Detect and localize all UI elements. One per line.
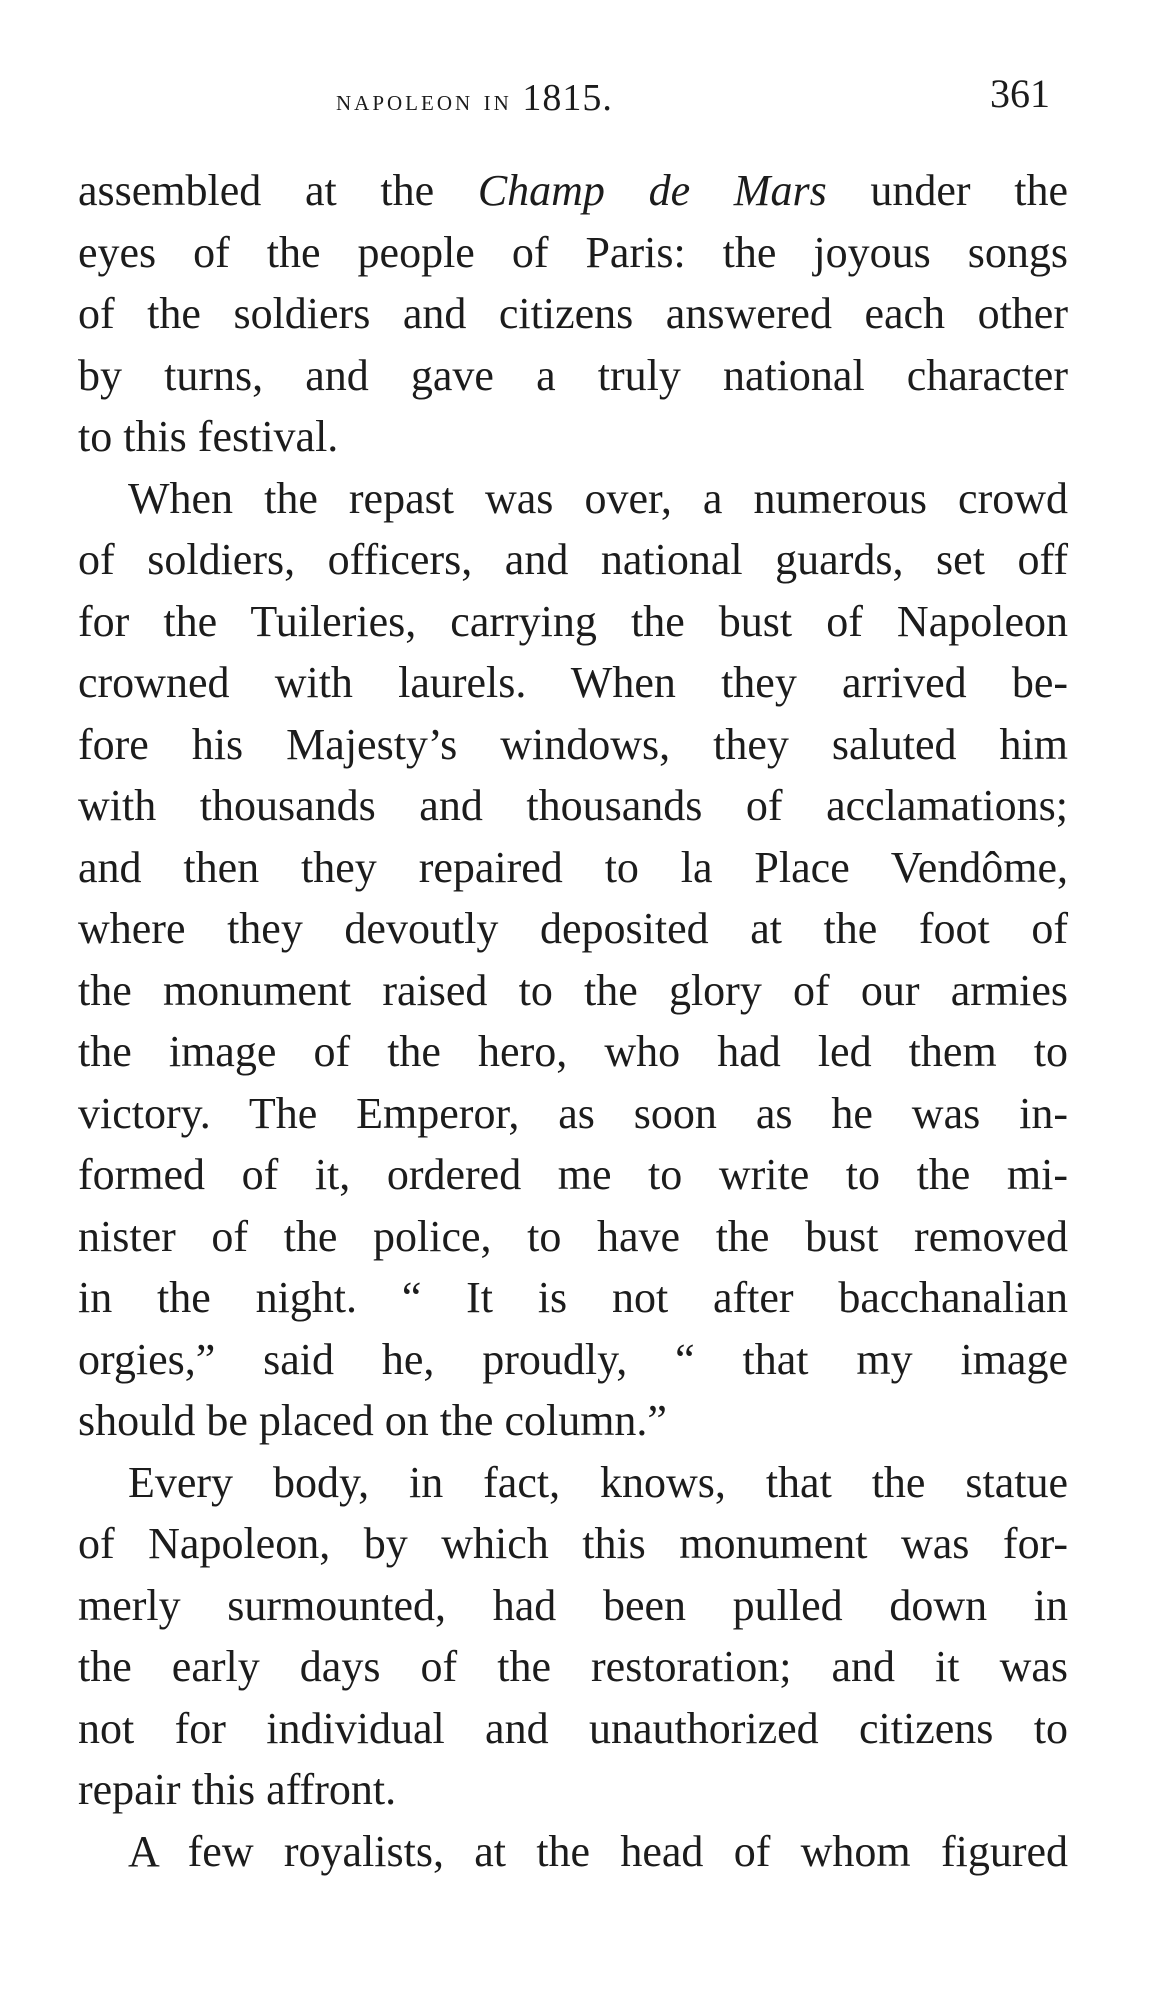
- text-line: merly surmounted, had been pulled down in: [78, 1580, 1068, 1630]
- running-head-title: napoleon in: [336, 84, 512, 117]
- page-number: 361: [990, 71, 1050, 116]
- text-line: for the Tuileries, carrying the bust of Napoleon: [78, 596, 1068, 646]
- paragraph-start-line: Every body, in fact, knows, that the statue: [128, 1457, 1068, 1507]
- body-text: [78, 160, 1068, 1882]
- text-line: to this festival.: [78, 412, 339, 461]
- text-line: should be placed on the column.”: [78, 1396, 667, 1445]
- text-line: nister of the police, to have the bust removed: [78, 1211, 1068, 1261]
- text-line: the image of the hero, who had led them to: [78, 1027, 1068, 1076]
- text-line: not for individual and unauthorized citizens to: [78, 1703, 1068, 1753]
- running-head: [336, 76, 613, 120]
- text-line: the early days of the restoration; and it was: [78, 1642, 1068, 1691]
- paragraph-start-line: A few royalists, at the head of whom figured: [128, 1826, 1068, 1876]
- text-line: with thousands and thousands of acclamations;: [78, 781, 1068, 830]
- text-line: and then they repaired to la Place Vendôme,: [78, 842, 1068, 892]
- text-line: assembled at the Champ de Mars under the: [78, 166, 1068, 215]
- text-line: fore his Majesty’s windows, they saluted him: [78, 719, 1068, 769]
- text-line: repair this affront.: [78, 1765, 397, 1814]
- text-line: the monument raised to the glory of our armies: [78, 965, 1068, 1015]
- text-line: eyes of the people of Paris: the joyous songs: [78, 227, 1068, 277]
- text-line: in the night. “ It is not after bacchanalian: [78, 1273, 1068, 1322]
- text-line: orgies,” said he, proudly, “ that my image: [78, 1334, 1068, 1384]
- text-line: where they devoutly deposited at the foot of: [78, 904, 1068, 953]
- text-line: of Napoleon, by which this monument was for-: [78, 1519, 1068, 1568]
- text-line: crowned with laurels. When they arrived be-: [78, 658, 1068, 707]
- text-line: victory. The Emperor, as soon as he was in-: [78, 1088, 1068, 1138]
- page-header: [78, 70, 1068, 120]
- running-head-year: 1815.: [522, 77, 613, 119]
- text-line: formed of it, ordered me to write to the mi-: [78, 1150, 1068, 1199]
- text-line: of soldiers, officers, and national guards, set off: [78, 535, 1068, 584]
- italic-phrase: Champ de Mars: [477, 166, 827, 215]
- paragraph-start-line: When the repast was over, a numerous crowd: [128, 473, 1068, 523]
- text-line: by turns, and gave a truly national character: [78, 350, 1068, 400]
- text-line: of the soldiers and citizens answered each other: [78, 289, 1068, 338]
